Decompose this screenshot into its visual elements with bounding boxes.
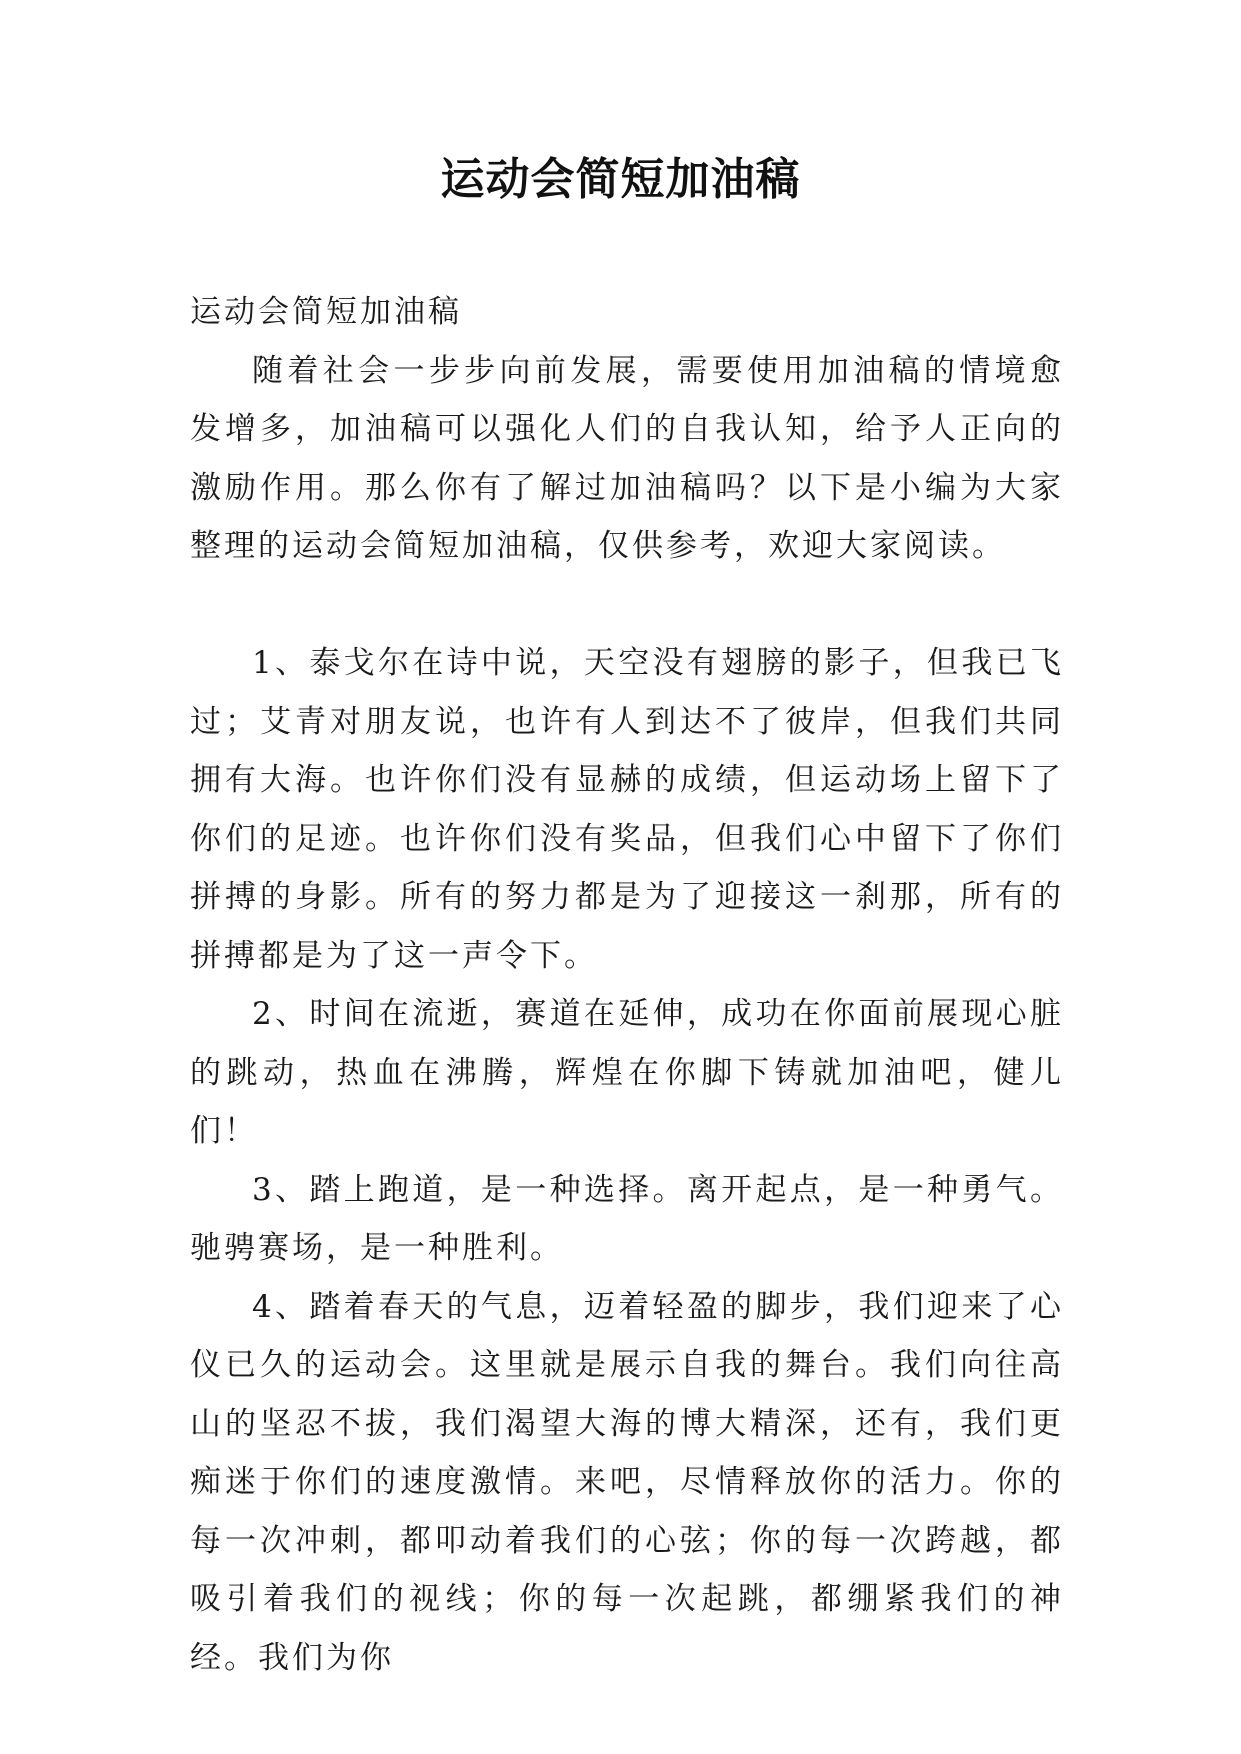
- cheer-item-2: 2、时间在流逝，赛道在延伸，成功在你面前展现心脏的跳动，热血在沸腾，辉煌在你脚下铸就加油吧，健儿们！: [190, 996, 1064, 1149]
- paragraph-spacer: [190, 576, 1064, 635]
- page-title: 运动会简短加油稿: [440, 154, 801, 205]
- subtitle-line: 运动会简短加油稿: [190, 294, 462, 330]
- intro-paragraph: 随着社会一步步向前发展，需要使用加油稿的情境愈发增多，加油稿可以强化人们的自我认知，给予人正向的激励作用。那么你有了解过加油稿吗？以下是小编为大家整理的运动会简短加油稿，仅供参考，欢迎大家阅读。: [190, 352, 1064, 564]
- cheer-item-1: 1、泰戈尔在诗中说，天空没有翅膀的影子，但我已飞过；艾青对朋友说，也许有人到达不了彼岸，但我们共同拥有大海。也许你们没有显赫的成绩，但运动场上留下了你们的足迹。也许你们没有奖品，但我们心中留下了你们拼搏的身影。所有的努力都是为了迎接这一刹那，所有的拼搏都是为了这一声令下。: [190, 645, 1064, 974]
- document-body: [190, 283, 1064, 1687]
- cheer-item-4: 4、踏着春天的气息，迈着轻盈的脚步，我们迎来了心仪已久的运动会。这里就是展示自我的舞台。我们向往高山的坚忍不拔，我们渴望大海的博大精深，还有，我们更痴迷于你们的速度激情。来吧，尽情释放你的活力。你的每一次冲刺，都叩动着我们的心弦；你的每一次跨越，都吸引着我们的视线；你的每一次起跳，都绷紧我们的神经。我们为你: [190, 1288, 1064, 1676]
- cheer-item-3: 3、踏上跑道，是一种选择。离开起点，是一种勇气。驰骋赛场，是一种胜利。: [190, 1171, 1064, 1266]
